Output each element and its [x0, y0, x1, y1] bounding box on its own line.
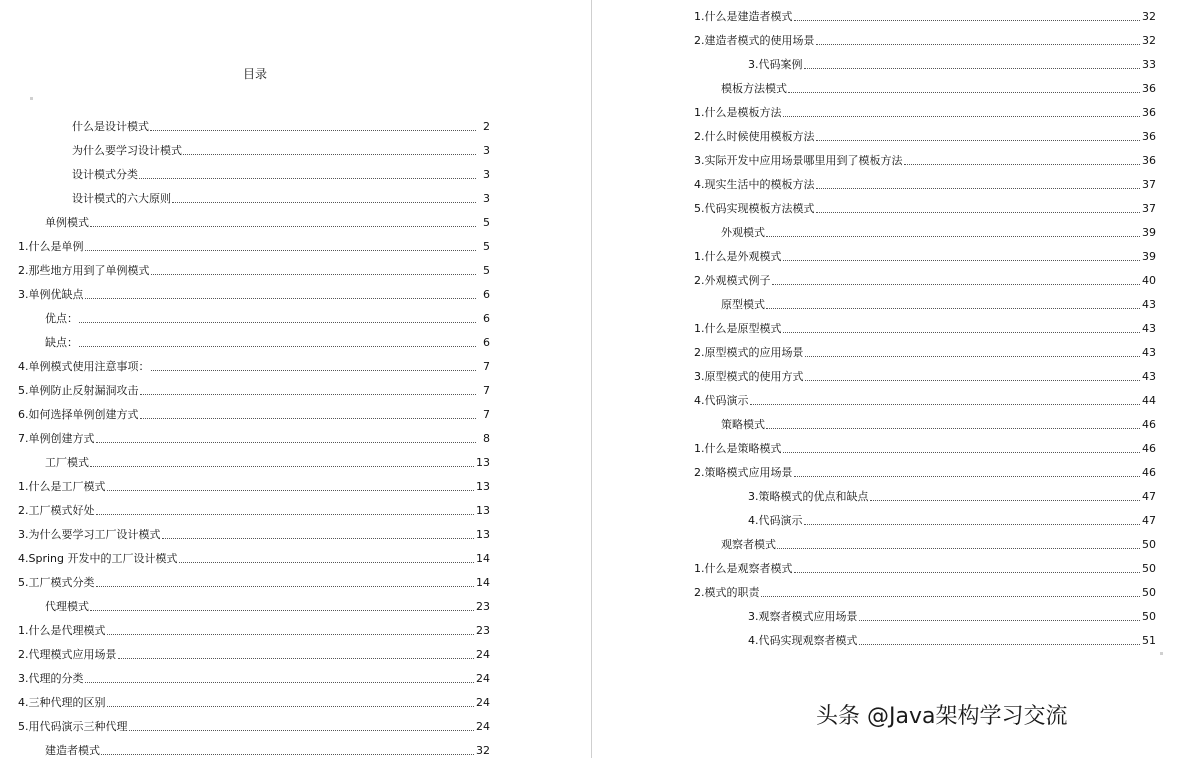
toc-entry[interactable] — [694, 72, 1156, 96]
watermark-text: 头条 @Java架构学习交流 — [816, 704, 1068, 729]
toc-entry[interactable] — [18, 278, 490, 302]
toc-entry-page-number: 3 — [483, 192, 490, 205]
toc-entry[interactable] — [18, 638, 490, 662]
toc-entry-page-number: 39 — [1142, 250, 1156, 263]
toc-entry-page-number: 24 — [476, 648, 490, 661]
toc-entry[interactable] — [694, 408, 1156, 432]
dot-leader — [804, 68, 1141, 69]
toc-entry-page-number: 37 — [1142, 178, 1156, 191]
dot-leader — [90, 226, 476, 227]
dot-leader — [816, 212, 1141, 213]
toc-entry[interactable] — [18, 182, 490, 206]
toc-entry[interactable] — [18, 158, 490, 182]
toc-entry-page-number: 50 — [1142, 586, 1156, 599]
dot-leader — [783, 452, 1141, 453]
dot-leader — [816, 140, 1141, 141]
toc-entry-label: 1.什么是观察者模式 — [694, 562, 793, 575]
toc-entry-label: 4.Spring 开发中的工厂设计模式 — [18, 552, 178, 565]
dot-leader — [96, 586, 475, 587]
toc-entry[interactable] — [18, 350, 490, 374]
dot-leader — [788, 92, 1140, 93]
toc-entry-label: 1.什么是外观模式 — [694, 250, 782, 263]
toc-entry-label: 建造者模式 — [45, 744, 100, 757]
toc-entry-page-number: 2 — [483, 120, 490, 133]
dot-leader — [750, 404, 1141, 405]
toc-entry-page-number: 43 — [1142, 322, 1156, 335]
toc-entry[interactable] — [694, 240, 1156, 264]
dot-leader — [90, 610, 474, 611]
dot-leader — [870, 500, 1141, 501]
toc-entry-label: 3.观察者模式应用场景 — [748, 610, 858, 623]
toc-entry-label: 3.原型模式的使用方式 — [694, 370, 804, 383]
toc-entry-label: 2.工厂模式好处 — [18, 504, 95, 517]
toc-entry-label: 1.什么是工厂模式 — [18, 480, 106, 493]
dot-leader — [85, 682, 475, 683]
toc-entry-page-number: 5 — [483, 240, 490, 253]
toc-entry-label: 观察者模式 — [721, 538, 776, 551]
dot-leader — [118, 658, 475, 659]
dot-leader — [859, 644, 1141, 645]
toc-entry-page-number: 46 — [1142, 466, 1156, 479]
dot-leader — [79, 322, 476, 323]
dot-leader — [766, 428, 1140, 429]
toc-entry[interactable] — [694, 528, 1156, 552]
dot-leader — [151, 370, 477, 371]
toc-entry-label: 代理模式 — [45, 600, 89, 613]
toc-entry-page-number: 24 — [476, 720, 490, 733]
toc-entry-page-number: 6 — [483, 288, 490, 301]
toc-entry-page-number: 43 — [1142, 346, 1156, 359]
toc-entry-label: 2.模式的职责 — [694, 586, 760, 599]
toc-entry-page-number: 50 — [1142, 610, 1156, 623]
toc-entry[interactable] — [694, 360, 1156, 384]
toc-entry[interactable] — [18, 494, 490, 518]
toc-entry[interactable] — [18, 662, 490, 686]
right-document-page — [593, 0, 1187, 758]
dot-leader — [794, 476, 1141, 477]
toc-entry-label: 2.什么时候使用模板方法 — [694, 130, 815, 143]
toc-entry[interactable] — [694, 504, 1156, 528]
toc-entry-label: 4.代码演示 — [748, 514, 803, 527]
toc-entry-label: 2.代理模式应用场景 — [18, 648, 117, 661]
toc-entry[interactable] — [694, 552, 1156, 576]
toc-entry[interactable] — [18, 230, 490, 254]
toc-entry-page-number: 36 — [1142, 154, 1156, 167]
toc-entry-label: 2.原型模式的应用场景 — [694, 346, 804, 359]
page-divider — [591, 0, 592, 758]
toc-entry-page-number: 43 — [1142, 370, 1156, 383]
toc-entry[interactable] — [18, 542, 490, 566]
toc-entry-page-number: 47 — [1142, 490, 1156, 503]
toc-entry[interactable] — [694, 432, 1156, 456]
toc-entry-page-number: 36 — [1142, 130, 1156, 143]
dot-leader — [904, 164, 1141, 165]
toc-entry[interactable] — [694, 216, 1156, 240]
toc-entry-label: 5.单例防止反射漏洞攻击 — [18, 384, 139, 397]
toc-entry-page-number: 13 — [476, 528, 490, 541]
toc-entry-page-number: 23 — [476, 600, 490, 613]
toc-entry-label: 1.什么是建造者模式 — [694, 10, 793, 23]
toc-entry[interactable] — [18, 470, 490, 494]
toc-entry-page-number: 32 — [476, 744, 490, 757]
dot-leader — [85, 250, 477, 251]
toc-entry[interactable] — [694, 576, 1156, 600]
toc-entry-label: 2.外观模式例子 — [694, 274, 771, 287]
toc-entry[interactable] — [18, 374, 490, 398]
dot-leader — [794, 572, 1141, 573]
toc-entry-page-number: 40 — [1142, 274, 1156, 287]
toc-entry[interactable] — [18, 110, 490, 134]
toc-entry-label: 外观模式 — [721, 226, 765, 239]
toc-entry-page-number: 46 — [1142, 442, 1156, 455]
toc-entry[interactable] — [694, 96, 1156, 120]
toc-entry-page-number: 37 — [1142, 202, 1156, 215]
toc-entry-page-number: 36 — [1142, 106, 1156, 119]
toc-entry-label: 7.单例创建方式 — [18, 432, 95, 445]
toc-entry-label: 设计模式分类 — [72, 168, 138, 181]
toc-entry[interactable] — [694, 0, 1156, 24]
dot-leader — [805, 380, 1141, 381]
toc-entry-page-number: 47 — [1142, 514, 1156, 527]
dot-leader — [162, 538, 475, 539]
dot-leader — [766, 308, 1140, 309]
toc-entry-page-number: 32 — [1142, 34, 1156, 47]
dot-leader — [101, 754, 474, 755]
toc-entry-page-number: 46 — [1142, 418, 1156, 431]
toc-entry[interactable] — [18, 254, 490, 278]
right-toc-list — [694, 0, 1156, 648]
page-corner-mark — [1160, 652, 1163, 655]
left-document-page — [0, 0, 590, 758]
toc-entry[interactable] — [694, 312, 1156, 336]
dot-leader — [804, 524, 1141, 525]
toc-entry-label: 1.什么是原型模式 — [694, 322, 782, 335]
dot-leader — [859, 620, 1141, 621]
dot-leader — [151, 274, 477, 275]
toc-entry-label: 3.代码案例 — [748, 58, 803, 71]
toc-entry-page-number: 39 — [1142, 226, 1156, 239]
toc-entry-page-number: 33 — [1142, 58, 1156, 71]
dot-leader — [816, 44, 1141, 45]
toc-entry-label: 2.建造者模式的使用场景 — [694, 34, 815, 47]
toc-entry-page-number: 24 — [476, 696, 490, 709]
toc-entry-page-number: 32 — [1142, 10, 1156, 23]
toc-entry-label: 5.代码实现模板方法模式 — [694, 202, 815, 215]
dot-leader — [766, 236, 1140, 237]
dot-leader — [107, 634, 475, 635]
dot-leader — [96, 442, 477, 443]
toc-entry[interactable] — [18, 734, 490, 758]
toc-entry-page-number: 5 — [483, 264, 490, 277]
toc-entry-page-number: 7 — [483, 360, 490, 373]
toc-entry[interactable] — [694, 600, 1156, 624]
toc-entry-label: 缺点： — [45, 336, 78, 349]
toc-entry-page-number: 13 — [476, 480, 490, 493]
toc-entry-label: 3.策略模式的优点和缺点 — [748, 490, 869, 503]
toc-entry-page-number: 13 — [476, 504, 490, 517]
toc-entry[interactable] — [694, 120, 1156, 144]
toc-title: 目录 — [242, 67, 267, 81]
toc-entry-page-number: 6 — [483, 336, 490, 349]
toc-entry[interactable] — [694, 264, 1156, 288]
toc-entry-label: 设计模式的六大原则 — [72, 192, 171, 205]
dot-leader — [783, 332, 1141, 333]
toc-entry-label: 什么是设计模式 — [72, 120, 149, 133]
dot-leader — [772, 284, 1141, 285]
toc-entry[interactable] — [18, 614, 490, 638]
toc-entry-page-number: 7 — [483, 408, 490, 421]
toc-entry[interactable] — [18, 422, 490, 446]
toc-entry[interactable] — [694, 144, 1156, 168]
toc-entry-label: 为什么要学习设计模式 — [72, 144, 182, 157]
dot-leader — [139, 178, 476, 179]
dot-leader — [816, 188, 1141, 189]
toc-entry-label: 工厂模式 — [45, 456, 89, 469]
toc-entry-page-number: 43 — [1142, 298, 1156, 311]
dot-leader — [783, 260, 1141, 261]
dot-leader — [794, 20, 1141, 21]
toc-entry-label: 1.什么是单例 — [18, 240, 84, 253]
toc-entry[interactable] — [18, 398, 490, 422]
dot-leader — [783, 116, 1141, 117]
toc-entry-label: 4.单例模式使用注意事项： — [18, 360, 150, 373]
toc-entry[interactable] — [18, 566, 490, 590]
toc-entry[interactable] — [694, 192, 1156, 216]
toc-entry-page-number: 8 — [483, 432, 490, 445]
dot-leader — [150, 130, 476, 131]
toc-entry[interactable] — [18, 326, 490, 350]
toc-entry-page-number: 36 — [1142, 82, 1156, 95]
toc-entry[interactable] — [694, 624, 1156, 648]
toc-entry[interactable] — [18, 710, 490, 734]
dot-leader — [761, 596, 1141, 597]
toc-entry-page-number: 3 — [483, 168, 490, 181]
left-toc-list — [18, 110, 490, 758]
dot-leader — [172, 202, 476, 203]
dot-leader — [129, 730, 475, 731]
toc-entry[interactable] — [694, 24, 1156, 48]
toc-entry[interactable] — [694, 168, 1156, 192]
toc-entry-page-number: 7 — [483, 384, 490, 397]
toc-entry-label: 2.策略模式应用场景 — [694, 466, 793, 479]
toc-entry-page-number: 23 — [476, 624, 490, 637]
toc-entry-label: 4.现实生活中的模板方法 — [694, 178, 815, 191]
toc-entry-page-number: 5 — [483, 216, 490, 229]
toc-entry[interactable] — [694, 336, 1156, 360]
toc-entry[interactable] — [18, 134, 490, 158]
toc-entry-label: 1.什么是代理模式 — [18, 624, 106, 637]
toc-entry-label: 单例模式 — [45, 216, 89, 229]
toc-entry-label: 2.那些地方用到了单例模式 — [18, 264, 150, 277]
toc-entry[interactable] — [18, 590, 490, 614]
toc-entry-page-number: 50 — [1142, 562, 1156, 575]
toc-entry-label: 4.三种代理的区别 — [18, 696, 106, 709]
toc-entry-label: 3.单例优缺点 — [18, 288, 84, 301]
toc-entry-label: 模板方法模式 — [721, 82, 787, 95]
dot-leader — [777, 548, 1140, 549]
dot-leader — [140, 394, 477, 395]
dot-leader — [179, 562, 475, 563]
toc-entry-page-number: 50 — [1142, 538, 1156, 551]
toc-entry-label: 6.如何选择单例创建方式 — [18, 408, 139, 421]
toc-entry[interactable] — [18, 302, 490, 326]
toc-entry[interactable] — [18, 518, 490, 542]
toc-entry[interactable] — [694, 48, 1156, 72]
toc-entry-label: 3.代理的分类 — [18, 672, 84, 685]
toc-entry-page-number: 13 — [476, 456, 490, 469]
dot-leader — [90, 466, 474, 467]
dot-leader — [140, 418, 477, 419]
toc-entry-label: 3.为什么要学习工厂设计模式 — [18, 528, 161, 541]
toc-entry[interactable] — [694, 480, 1156, 504]
toc-entry[interactable] — [18, 206, 490, 230]
dot-leader — [805, 356, 1141, 357]
toc-entry[interactable] — [694, 384, 1156, 408]
toc-entry[interactable] — [18, 686, 490, 710]
page-corner-mark — [30, 97, 33, 100]
dot-leader — [183, 154, 476, 155]
toc-entry-page-number: 14 — [476, 576, 490, 589]
dot-leader — [85, 298, 477, 299]
toc-entry-label: 4.代码演示 — [694, 394, 749, 407]
toc-entry-label: 策略模式 — [721, 418, 765, 431]
toc-entry-page-number: 44 — [1142, 394, 1156, 407]
toc-entry-label: 3.实际开发中应用场景哪里用到了模板方法 — [694, 154, 903, 167]
toc-entry-page-number: 14 — [476, 552, 490, 565]
dot-leader — [107, 490, 475, 491]
dot-leader — [79, 346, 476, 347]
toc-entry-label: 4.代码实现观察者模式 — [748, 634, 858, 647]
toc-entry-label: 5.工厂模式分类 — [18, 576, 95, 589]
toc-entry-page-number: 51 — [1142, 634, 1156, 647]
toc-entry[interactable] — [18, 446, 490, 470]
dot-leader — [107, 706, 475, 707]
dot-leader — [96, 514, 475, 515]
toc-entry[interactable] — [694, 288, 1156, 312]
toc-entry-page-number: 3 — [483, 144, 490, 157]
toc-entry-page-number: 6 — [483, 312, 490, 325]
toc-entry[interactable] — [694, 456, 1156, 480]
toc-entry-label: 原型模式 — [721, 298, 765, 311]
toc-entry-page-number: 24 — [476, 672, 490, 685]
toc-entry-label: 优点： — [45, 312, 78, 325]
toc-entry-label: 5.用代码演示三种代理 — [18, 720, 128, 733]
toc-entry-label: 1.什么是策略模式 — [694, 442, 782, 455]
toc-entry-label: 1.什么是模板方法 — [694, 106, 782, 119]
